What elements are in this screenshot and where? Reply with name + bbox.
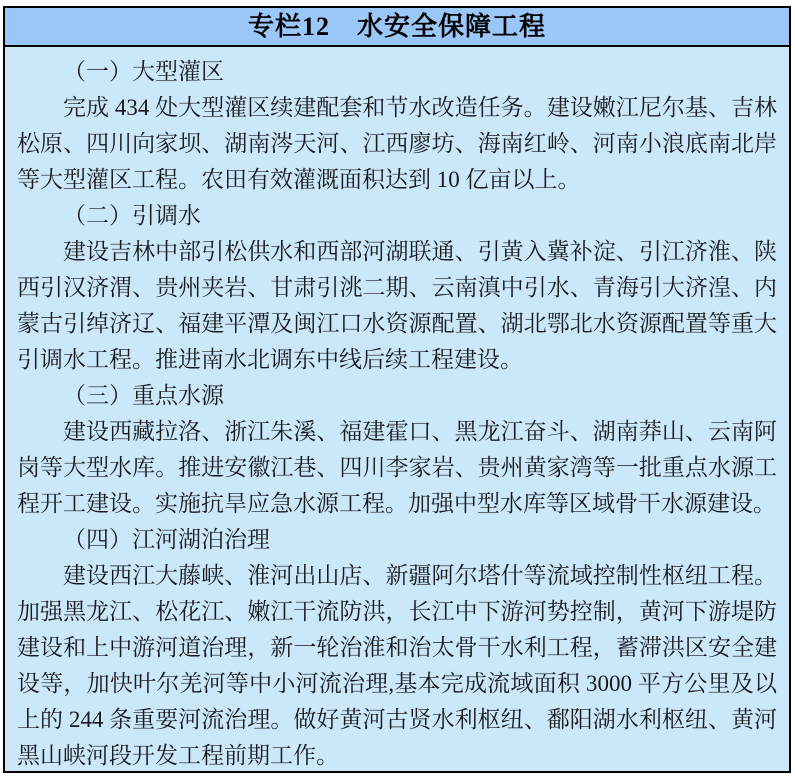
section-paragraph-3-key-water-sources: 建设西藏拉洛、浙江朱溪、福建霍口、黑龙江奋斗、湖南莽山、云南阿岗等大型水库。推进安徽江巷、四川李家岩、贵州黄家湾等一批重点水源工程开工建设。实施抗旱应急水源工程。加强中型水库等区域骨干水源建设。 bbox=[17, 419, 777, 516]
section-paragraph-2-water-diversion: 建设吉林中部引松供水和西部河湖联通、引黄入冀补淀、引江济淮、陕西引汉济渭、贵州夹岩、甘肃引洮二期、云南滇中引水、青海引大济湟、内蒙古引绰济辽、福建平潭及闽江口水资源配置、湖北鄂北水资源配置等重大引调水工程。推进南水北调东中线后续工程建设。 bbox=[17, 239, 777, 372]
column-box-header bbox=[5, 8, 789, 47]
column-box-body bbox=[5, 47, 789, 771]
section-heading-2-water-diversion: （二）引调水 bbox=[63, 203, 201, 228]
section-heading-4-river-lake-governance: （四）江河湖泊治理 bbox=[63, 527, 270, 552]
section-paragraph-1-large-irrigation-districts: 完成 434 处大型灌区续建配套和节水改造任务。建设嫩江尼尔基、吉林松原、四川向家坝、湖南涔天河、江西廖坊、海南红岭、河南小浪底南北岸等大型灌区工程。农田有效灌溉面积达到 10 亿亩以上。 bbox=[17, 95, 777, 192]
section-paragraph-4-river-lake-governance: 建设西江大藤峡、淮河出山店、新疆阿尔塔什等流域控制性枢纽工程。加强黑龙江、松花江、嫩江干流防洪，长江中下游河势控制，黄河下游堤防建设和上中游河道治理，新一轮治淮和治太骨干水利工程，蓄滞洪区安全建设等，加快叶尔羌河等中小河流治理,基本完成流域面积 3000 平方公里及以上的 244 条重要河流治理。做好黄河古贤水利枢纽、鄱阳湖水利枢纽、黄河黑山峡河段开发工程前期工作。 bbox=[17, 563, 777, 768]
column-box bbox=[3, 6, 791, 773]
column-box-title: 专栏12 水安全保障工程 bbox=[247, 11, 546, 41]
section-heading-3-key-water-sources: （三）重点水源 bbox=[63, 383, 224, 408]
section-heading-1-large-irrigation-districts: （一）大型灌区 bbox=[63, 59, 224, 84]
